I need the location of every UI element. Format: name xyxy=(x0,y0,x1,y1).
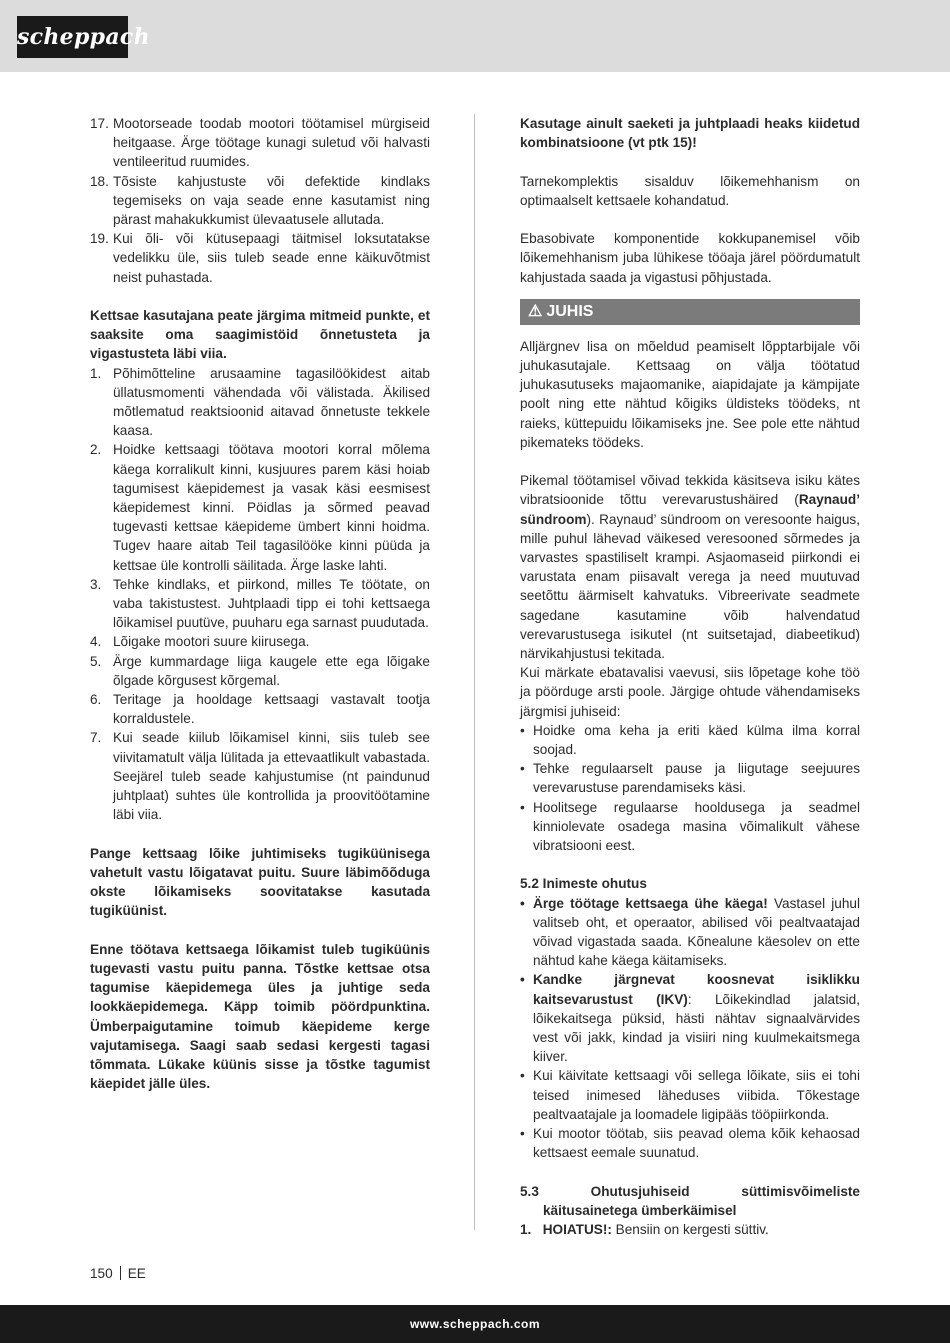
unsuitable-components-paragraph: Ebasobivate komponentide kokkupanemisel võib lõikemehhanism juba lühikese tööaja järel pöördumatult kahjustada saada ja vigastusi põhjustada. xyxy=(520,231,860,285)
bucking-spike-paragraph: Pange kettsaag lõike juhtimiseks tugiküünisega vahetult vastu lõigatavat puitu. Suure läbimõõduga okste lõikamiseks soovitatakse kasutada tugiküünist. xyxy=(90,845,430,919)
list-item-text: Kui mootor töötab, siis peavad olema kõik kehaosad kettsaest eemale suunatud. xyxy=(533,1126,860,1161)
vibration-tips-list xyxy=(520,721,860,855)
personal-safety-list xyxy=(520,894,860,1163)
list-item xyxy=(90,575,430,633)
language-code: EE xyxy=(127,1266,146,1281)
section-5-2-heading: 5.2 Inimeste ohutus xyxy=(520,876,647,892)
list-item xyxy=(90,364,430,441)
list-item-text: Vastasel juhul valitseb oht, et operaator, abilised või pealtvaatajad võivad vigastada saada. Kõnealune käesolev on ette nähtud kahe käega käitamiseks. xyxy=(533,895,861,969)
list-item xyxy=(90,229,430,287)
list-item-bold: Ärge töötage kettsaega ühe käega! xyxy=(533,895,768,911)
list-item: • Hoolitsege regulaarse hooldusega ja seadmel kinniolevate osadega masina võimalikult vähese vibratsiooni eest. xyxy=(520,799,860,854)
list-item-text: Lõigake mootori suure kiirusega. xyxy=(113,634,310,650)
list-item-number: 7. xyxy=(90,730,102,746)
list-item: • Ärge töötage kettsaega ühe käega! Vastasel juhul valitseb oht, et operaator, abilised või pealtvaatajad võivad vigastada saada. Kõnealune käesolev on ette nähtud kahe käega käitamiseks. xyxy=(520,895,861,969)
list-item-number: 6. xyxy=(90,692,102,708)
column-divider xyxy=(474,114,475,1230)
scheppach-logo: scheppach xyxy=(17,16,128,58)
warning-triangle-icon: ⚠ xyxy=(528,302,543,320)
symptoms-paragraph: Kui märkate ebatavalisi vaevusi, siis lõpetage kohe töö ja pöörduge arsti poole. Järgige ohtude vähendamiseks järgmisi juhiseid: xyxy=(520,665,860,719)
notice-box xyxy=(520,299,860,325)
chainsaw-user-points-list xyxy=(90,364,430,825)
list-item: • Kandke järgnevat koosnevat isiklikku kaitsevarustust (IKV): Lõikekindlad jalatsid, lõikekaitsega püksid, hästi nähtav signaalvärvides vest või jakk, kindad ja visiiri ning kuulmekaitsmega kiiver. xyxy=(520,972,861,1065)
bottom-bar xyxy=(0,1305,950,1343)
page-number: 150 xyxy=(90,1266,113,1281)
list-item-number: 18. xyxy=(90,173,109,189)
delivery-cutting-mechanism-paragraph: Tarnekomplektis sisalduv lõikemehhanism on optimaalselt kettsaele kohandatud. xyxy=(520,173,860,208)
list-item-number: 2. xyxy=(90,442,102,458)
bucking-spike-usage-paragraph: Enne töötava kettsaega lõikamist tuleb tugiküünis tugevasti vastu puitu panna. Tõstke kettsae otsa tagumise käepidemega üles ja juhtige seda lookkäepidemega. Käpp toimib pöördpunktina. Ümberpaigutamine toimub käepideme kerge vajutamisega. Saagi saab sedasi kergesti tagasi tõmmata. Lükake küünis sisse ja tõstke tagumist käepidet jälle üles. xyxy=(90,941,430,1092)
list-item xyxy=(90,172,430,230)
list-item-text: Tõsiste kahjustuste või defektide kindlaks tegemiseks on vaja seade enne kasutamist ning pärast mahakukkumist ülevaatusele allutada. xyxy=(113,173,430,228)
list-item-text: Ärge kummardage liiga kaugele ette ega lõigake õlgade kõrgusest kõrgemal. xyxy=(113,653,430,688)
list-item: • Kui käivitate kettsaagi või sellega lõikate, siis ei tohi teised inimesed läheduses viibida. Tõkestage pealtvaatajale ja loomadele ligipääs tööpiirkonda. xyxy=(520,1068,860,1122)
list-item xyxy=(90,632,430,651)
list-item-number: 3. xyxy=(90,576,102,592)
list-item-number: 19. xyxy=(90,231,109,247)
right-column xyxy=(520,114,860,1239)
list-item-text: Mootorseade toodab mootori töötamisel mürgiseid heitgaase. Ärge töötage kunagi suletud või halvasti ventileeritud ruumides. xyxy=(113,116,430,170)
warning-item: 1. HOIATUS!: Bensiin on kergesti süttiv. xyxy=(520,1222,769,1238)
list-item: • Hoidke oma keha ja eriti käed külma ilma korral soojad. xyxy=(520,722,860,758)
end-user-paragraph: Alljärgnev lisa on mõeldud peamiselt lõpptarbijale või juhukasutajale. Kettsaag on välja töötatud juhukasutuseks majaomanike, aiapidajate ja kämpijate poolt ning ette nähtud kõigiks üldisteks töödeks, nt raieks, küttepuidu lõikamiseks jne. See pole ette nähtud pikemateks töödeks. xyxy=(520,338,860,450)
warning-label: HOIATUS!: xyxy=(542,1222,612,1238)
website-link[interactable]: www.scheppach.com xyxy=(409,1317,541,1331)
header-bar xyxy=(0,0,950,72)
section-5-3-heading: 5.3 Ohutusjuhiseid süttimisvõimeliste käitusainetega ümberkäimisel xyxy=(520,1183,860,1218)
list-item-number: 17. xyxy=(90,116,109,131)
list-item-text: Kui seade kiilub lõikamisel kinni, siis tuleb see viivitamatult välja lülitada ja ettevaatlikult vabastada. Seejärel tuleb seade kahjustumise (nt paindunud juhtplaat) suhtes üle kontrollida ja proovitöötamine läbi viia. xyxy=(113,730,430,823)
list-item xyxy=(90,690,430,728)
list-item xyxy=(90,728,430,824)
list-item-text: Põhimõtteline arusaamine tagasilöökidest aitab üllatusmomenti vähendada või välistada. Äkilised mõtlematud reaktsioonid aitavad õnnetuste tekkele kaasa. xyxy=(113,365,430,439)
list-item xyxy=(90,652,430,690)
list-item-text: Tehke regulaarselt pause ja liigutage seejuures verevarustuse parendamiseks käsi. xyxy=(533,761,860,796)
list-item-text: Hoidke kettsaagi töötava mootori korral mõlema käega korralikult kinni, kusjuures parem käsi hoiab tagumisest käepidemest ja vasak käsi eesmisest käepidemest kinni. Pöidlas ja sõrmed peavad tugevasti kettsae käepideme ümbert kinni hoidma. Tugev haare aitab Teil tagasilööke kinni püüda ja kettsae üle kontrolli säilitada. Ärge laske lahti. xyxy=(113,442,430,573)
left-column xyxy=(90,114,430,1093)
list-item-number: 1. xyxy=(90,365,102,381)
list-item-text: Teritage ja hooldage kettsaagi vastavalt tootja korraldustele. xyxy=(113,692,430,727)
list-item xyxy=(90,114,430,172)
list-item-bold: Kandke järgnevat koosnevat isiklikku kaitsevarustust (IKV) xyxy=(533,972,860,1007)
safety-list-continued xyxy=(90,114,430,287)
intro-bold-paragraph: Kettsae kasutajana peate järgima mitmeid punkte, et saaksite oma saagimistöid õnnetusteta ja vigastusteta läbi viia. xyxy=(90,308,430,362)
list-item-text: Kui õli- või kütusepaagi täitmisel loksutatakse vedelikku üle, siis tuleb seade enne käikuvõtmist neist puhastada. xyxy=(113,231,430,285)
list-item-number: 5. xyxy=(90,653,102,669)
list-item-text: : Lõikekindlad jalatsid, lõikekaitsega püksid, hästi nähtav signaalvärvides vest või jakk, kindad ja visiiri ning kuulmekaitsmega kiiver. xyxy=(533,991,861,1065)
list-item: • Tehke regulaarselt pause ja liigutage seejuures verevarustuse parendamiseks käsi. xyxy=(520,761,860,796)
list-item: • Kui mootor töötab, siis peavad olema kõik kehaosad kettsaest eemale suunatud. xyxy=(520,1126,860,1161)
notice-title: JUHIS xyxy=(546,302,594,320)
raynaud-paragraph: Pikemal töötamisel võivad tekkida käsitseva isiku kätes vibratsioonide tõttu verevarustushäired (Raynaud’ sündroom). Raynaud’ sündroom on veresoonte haigus, mille puhul lähevad väikesed veresooned sõrmedes ja varvastes spastiliselt krampi. Asjaomaseid piirkondi ei varustata enam piisavalt verega ja need muutuvad seetõttu äärmiselt kahvatuks. Vibreerivate seadmete sagedane kasutamine võib halvendatud verevarustusega isikutel (nt suitsetajad, diabeetikud) närvikahjustusi tekitada. xyxy=(520,473,860,662)
list-item-text: Tehke kindlaks, et piirkond, milles Te töötate, on vaba takistustest. Juhtplaadi tipp ei tohi kettsaega lõikamisel puutüve, puuharu ega sarnast puudutada. xyxy=(113,576,430,631)
list-item-text: Kui käivitate kettsaagi või sellega lõikate, siis ei tohi teised inimesed läheduses viibida. Tõkestage pealtvaatajale ja loomadele ligipääs tööpiirkonda. xyxy=(533,1068,860,1122)
list-item-number: 4. xyxy=(90,634,102,650)
list-item xyxy=(90,440,430,574)
list-item-text: Hoolitsege regulaarse hooldusega ja seadmel kinniolevate osadega masina võimalikult vähese vibratsiooni eest. xyxy=(533,799,860,854)
page-footer xyxy=(90,1264,146,1284)
raynaud-term: Raynaud’ sündroom xyxy=(520,492,860,527)
approved-combinations-paragraph: Kasutage ainult saeketi ja juhtplaadi heaks kiidetud kombinatsioone (vt ptk 15)! xyxy=(520,116,860,151)
list-item-text: Hoidke oma keha ja eriti käed külma ilma korral soojad. xyxy=(533,722,860,758)
